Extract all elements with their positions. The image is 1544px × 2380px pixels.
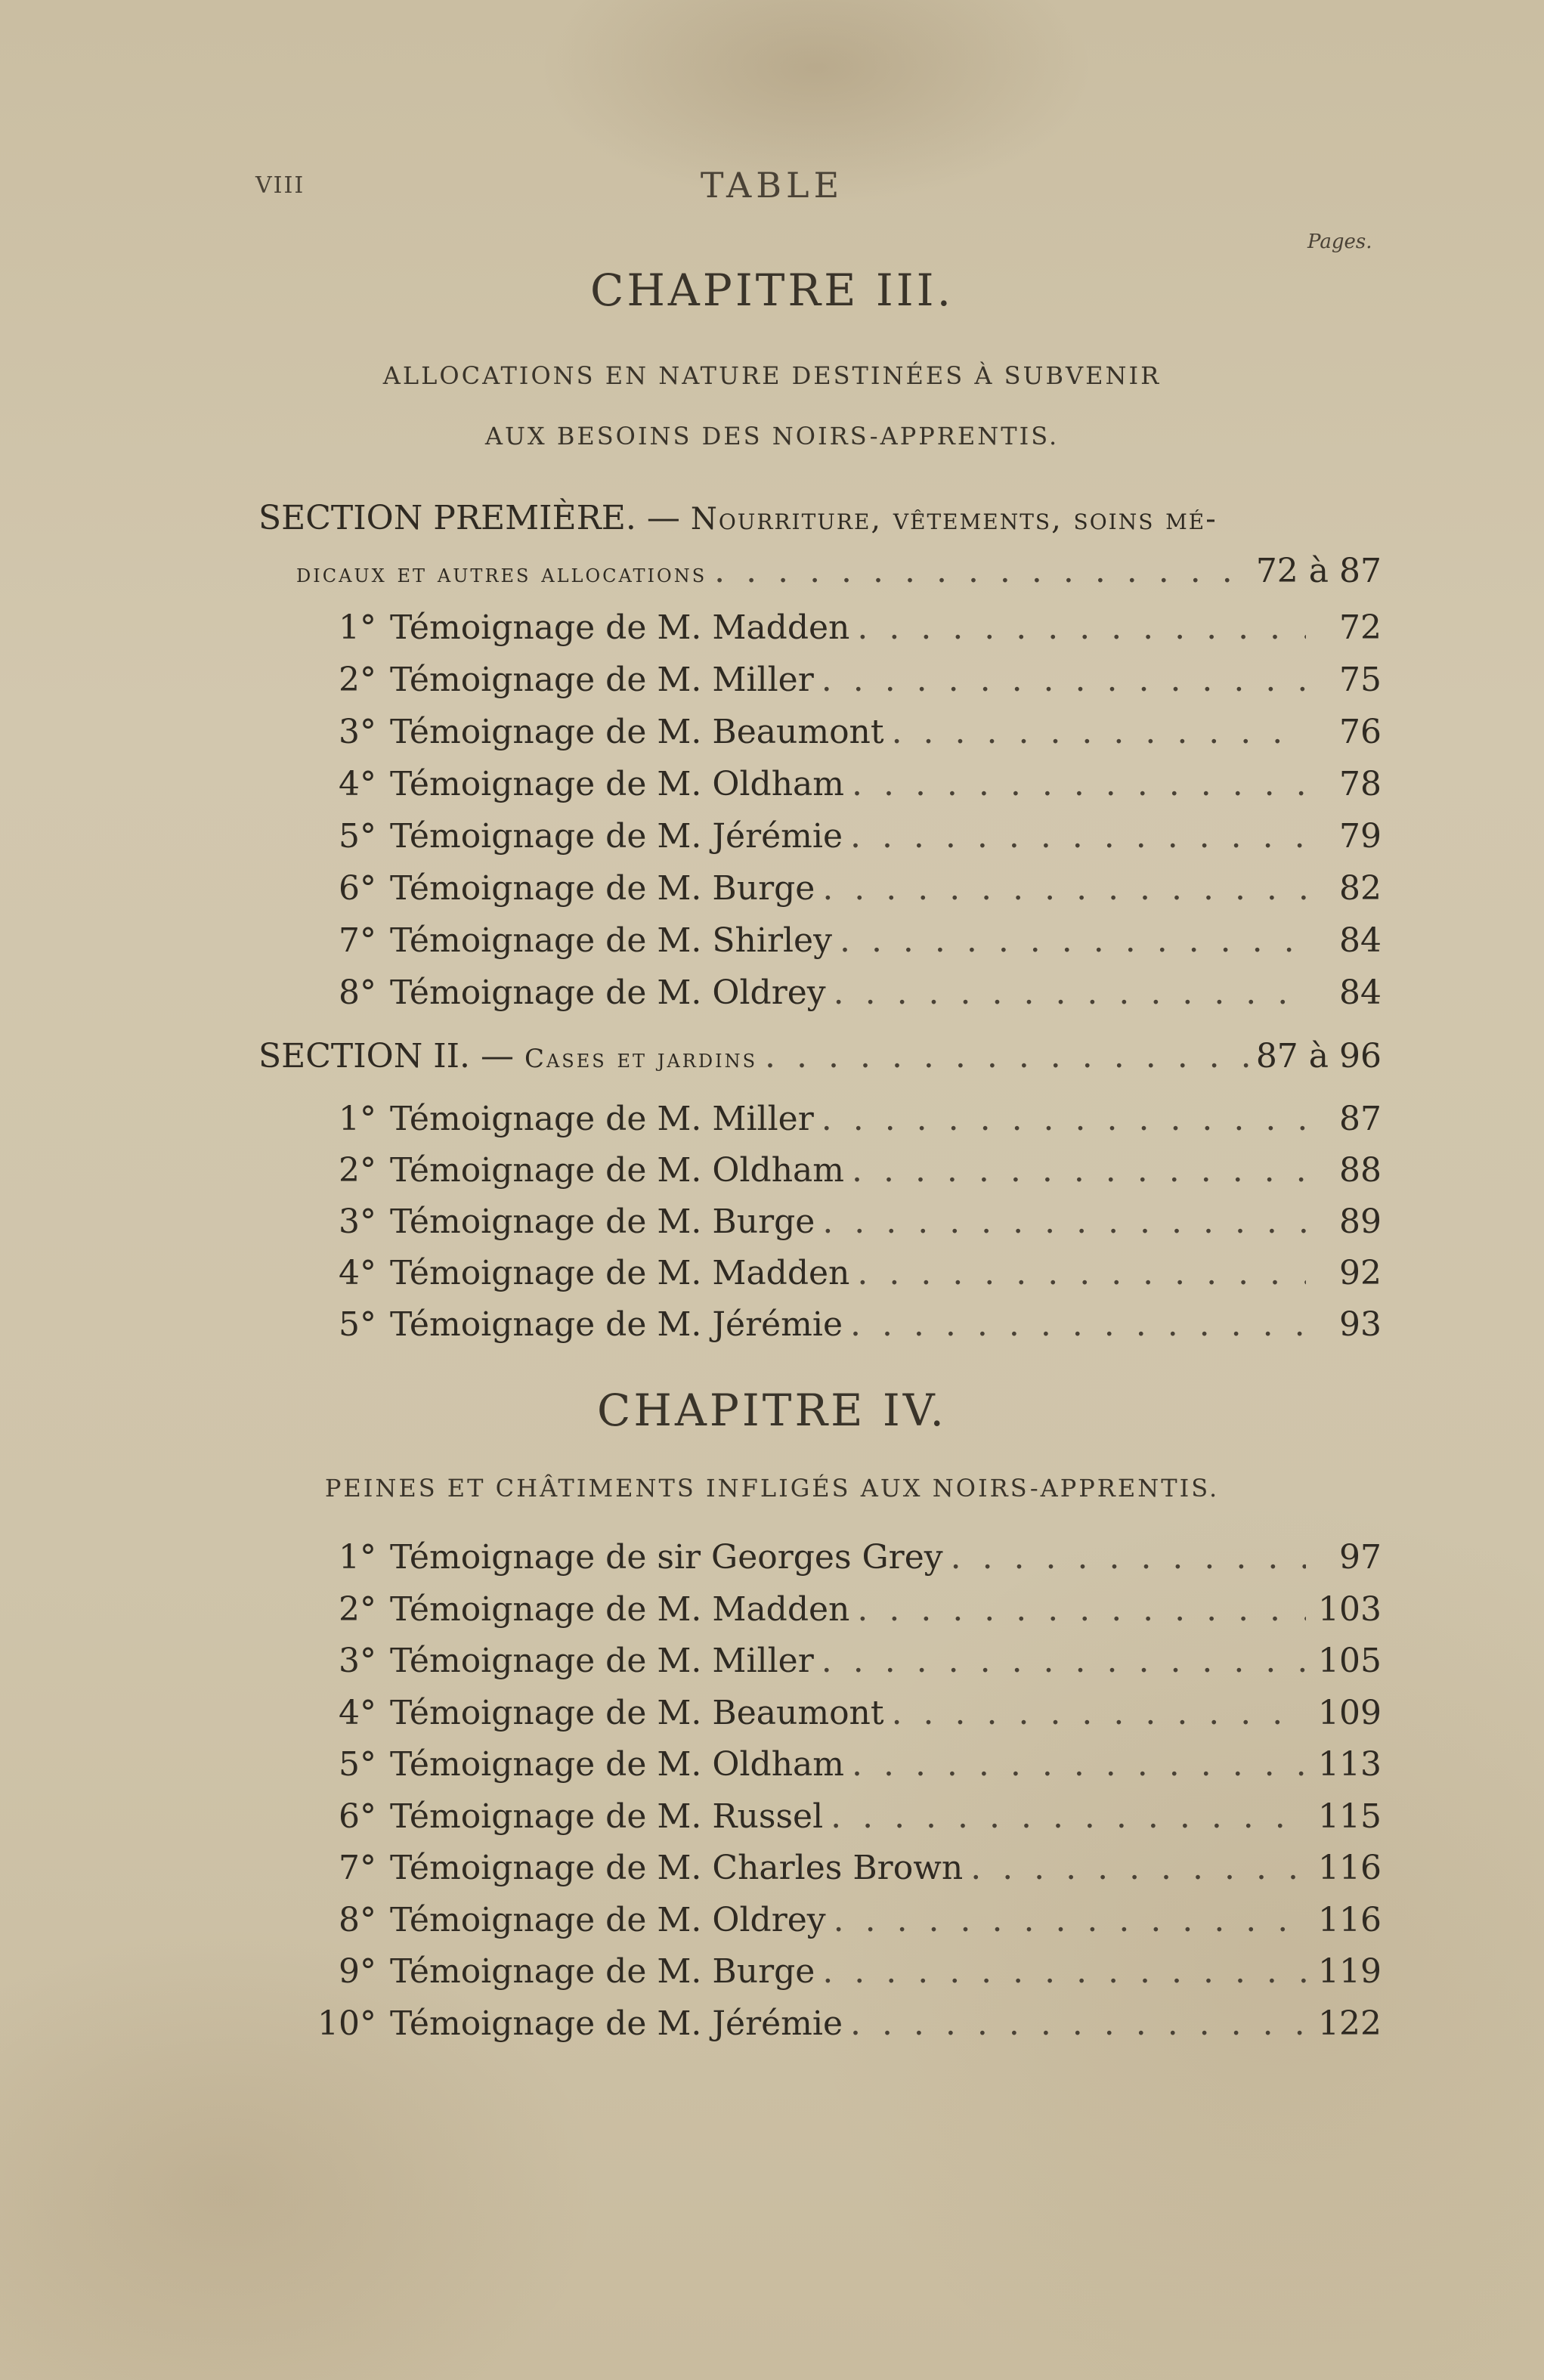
dot-leader xyxy=(857,1590,1306,1629)
dot-leader xyxy=(852,765,1306,803)
entry-number: 6° xyxy=(339,1797,376,1836)
entry-number: 1° xyxy=(339,1538,376,1577)
entry-page: 109 xyxy=(1318,1693,1382,1732)
entry-number: 7° xyxy=(339,1849,376,1887)
entry-number: 5° xyxy=(339,817,376,856)
dot-leader xyxy=(831,1797,1306,1836)
entry-number: 5° xyxy=(339,1305,376,1344)
dot-leader xyxy=(852,1151,1306,1190)
toc-entry xyxy=(311,765,1382,812)
dot-leader xyxy=(822,869,1306,908)
dot-leader xyxy=(951,1538,1306,1577)
toc-entry xyxy=(311,2004,1382,2051)
toc-entry xyxy=(311,1797,1382,1844)
dot-leader xyxy=(857,1254,1306,1292)
entry-page: 75 xyxy=(1339,661,1382,699)
running-title: TABLE xyxy=(700,165,844,206)
dot-leader xyxy=(852,1745,1306,1784)
entry-page: 97 xyxy=(1339,1538,1382,1577)
dot-leader xyxy=(822,1952,1306,1991)
toc-entry xyxy=(311,1538,1382,1585)
entry-page: 84 xyxy=(1339,973,1382,1012)
toc-entry xyxy=(311,608,1382,655)
toc-entry xyxy=(311,1694,1382,1741)
entry-text: Témoignage de M. Miller xyxy=(390,1100,814,1138)
entry-number: 6° xyxy=(339,869,376,908)
entry-text: Témoignage de M. Madden xyxy=(390,1254,850,1292)
section-1-desc-line-1: Nourriture, vêtements, soins mé- xyxy=(690,502,1218,537)
entry-page: 88 xyxy=(1339,1151,1382,1190)
entry-number: 3° xyxy=(339,713,376,751)
entry-page: 76 xyxy=(1339,713,1382,751)
dot-leader xyxy=(822,661,1306,699)
entry-text: Témoignage de M. Burge xyxy=(390,869,815,908)
dot-leader xyxy=(822,1642,1306,1680)
entry-number: 8° xyxy=(339,973,376,1012)
dot-leader xyxy=(822,1100,1306,1138)
entry-text: Témoignage de M. Beaumont xyxy=(390,1693,884,1732)
entry-text: Témoignage de M. Burge xyxy=(390,1952,815,1991)
section-2-page-range: 87 à 96 xyxy=(1255,1037,1382,1075)
dot-leader xyxy=(970,1849,1306,1887)
toc-entry xyxy=(311,1254,1382,1301)
entry-page: 103 xyxy=(1318,1589,1382,1629)
dot-leader xyxy=(840,921,1306,960)
section-2-desc: Cases et jardins xyxy=(524,1044,758,1074)
section-1-page-range: 72 à 87 xyxy=(1255,552,1382,590)
entry-number: 5° xyxy=(339,1745,376,1784)
entry-number: 1° xyxy=(339,608,376,647)
page-number: VIII xyxy=(255,172,305,199)
entry-text: Témoignage de M. Madden xyxy=(390,1589,850,1629)
entry-page: 119 xyxy=(1318,1952,1382,1991)
entry-text: Témoignage de sir Georges Grey xyxy=(390,1538,943,1577)
toc-entry xyxy=(311,1202,1382,1249)
toc-entry xyxy=(311,713,1382,760)
chapter-4-title: CHAPITRE IV. xyxy=(596,1385,947,1436)
entry-page: 116 xyxy=(1318,1849,1382,1887)
dot-leader xyxy=(714,552,1249,590)
entry-number: 1° xyxy=(339,1100,376,1138)
dot-leader xyxy=(834,973,1306,1012)
entry-page: 116 xyxy=(1318,1900,1382,1939)
chapter-3-subtitle-line-1: ALLOCATIONS EN NATURE DESTINÉES À SUBVENIR xyxy=(382,361,1162,390)
toc-entry xyxy=(311,921,1382,968)
entry-number: 9° xyxy=(339,1952,376,1991)
toc-entry xyxy=(311,1100,1382,1147)
toc-entry xyxy=(311,1952,1382,1999)
dot-leader xyxy=(850,817,1306,856)
entry-page: 113 xyxy=(1318,1745,1382,1784)
entry-text: Témoignage de M. Oldham xyxy=(390,765,845,803)
toc-entry xyxy=(311,1849,1382,1896)
entry-page: 79 xyxy=(1339,817,1382,856)
entry-text: Témoignage de M. Madden xyxy=(390,608,850,647)
toc-entry xyxy=(311,1305,1382,1352)
entry-number: 4° xyxy=(339,1693,376,1732)
entry-text: Témoignage de M. Jérémie xyxy=(390,817,843,856)
toc-entry xyxy=(311,973,1382,1020)
entry-page: 84 xyxy=(1339,921,1382,960)
entry-text: Témoignage de M. Miller xyxy=(390,661,814,699)
entry-text: Témoignage de M. Burge xyxy=(390,1202,815,1241)
entry-number: 4° xyxy=(339,1254,376,1292)
dot-leader xyxy=(892,713,1306,751)
entry-number: 2° xyxy=(339,661,376,699)
dot-leader xyxy=(834,1901,1306,1939)
dot-leader xyxy=(822,1202,1306,1241)
entry-page: 93 xyxy=(1339,1305,1382,1344)
entry-page: 92 xyxy=(1339,1254,1382,1292)
entry-page: 87 xyxy=(1339,1100,1382,1138)
dot-leader xyxy=(850,1305,1306,1344)
dot-leader xyxy=(892,1694,1306,1732)
entry-page: 105 xyxy=(1318,1642,1382,1680)
dot-leader xyxy=(765,1037,1249,1075)
entry-number: 2° xyxy=(339,1589,376,1629)
toc-entry xyxy=(311,869,1382,916)
toc-entry xyxy=(311,1901,1382,1948)
section-1-label: SECTION PREMIÈRE. — xyxy=(258,499,680,537)
entry-text: Témoignage de M. Charles Brown xyxy=(390,1849,964,1887)
entry-text: Témoignage de M. Jérémie xyxy=(390,1305,843,1344)
dot-leader xyxy=(857,608,1306,647)
section-2-label: SECTION II. — xyxy=(258,1037,514,1075)
entry-text: Témoignage de M. Beaumont xyxy=(390,713,884,751)
entry-number: 8° xyxy=(339,1900,376,1939)
entry-text: Témoignage de M. Russel xyxy=(390,1797,824,1836)
entry-text: Témoignage de M. Oldrey xyxy=(390,1900,826,1939)
entry-text: Témoignage de M. Oldrey xyxy=(390,973,826,1012)
entry-page: 72 xyxy=(1339,608,1382,647)
entry-page: 89 xyxy=(1339,1202,1382,1241)
toc-entry xyxy=(311,817,1382,864)
toc-entry xyxy=(311,661,1382,707)
dot-leader xyxy=(850,2004,1306,2043)
entry-page: 82 xyxy=(1339,869,1382,908)
entry-number: 3° xyxy=(339,1642,376,1680)
section-2-heading xyxy=(258,1037,1382,1084)
entry-text: Témoignage de M. Miller xyxy=(390,1642,814,1680)
toc-entry xyxy=(311,1642,1382,1688)
entry-number: 2° xyxy=(339,1151,376,1190)
chapter-3-title: CHAPITRE III. xyxy=(589,265,955,316)
toc-entry xyxy=(311,1151,1382,1198)
entry-text: Témoignage de M. Oldham xyxy=(390,1151,845,1190)
chapter-3-subtitle-line-2: AUX BESOINS DES NOIRS-APPRENTIS. xyxy=(484,422,1060,450)
entry-number: 3° xyxy=(339,1202,376,1241)
entry-page: 78 xyxy=(1339,765,1382,803)
entry-number: 10° xyxy=(317,2004,376,2043)
entry-page: 122 xyxy=(1318,2004,1382,2043)
chapter-4-subtitle: PEINES ET CHÂTIMENTS INFLIGÉS AUX NOIRS-APPRENTIS. xyxy=(324,1474,1220,1503)
entry-number: 4° xyxy=(339,765,376,803)
entry-text: Témoignage de M. Shirley xyxy=(390,921,832,960)
section-1-desc-line-2: dicaux et autres allocations xyxy=(296,559,707,589)
entry-text: Témoignage de M. Jérémie xyxy=(390,2004,843,2043)
toc-entry xyxy=(311,1590,1382,1637)
section-1-heading xyxy=(258,499,1382,537)
entry-number: 7° xyxy=(339,921,376,960)
pages-column-label: Pages. xyxy=(1307,231,1372,253)
section-1-heading-line-2 xyxy=(296,552,1382,599)
entry-text: Témoignage de M. Oldham xyxy=(390,1745,845,1784)
toc-entry xyxy=(311,1745,1382,1792)
entry-page: 115 xyxy=(1318,1797,1382,1836)
